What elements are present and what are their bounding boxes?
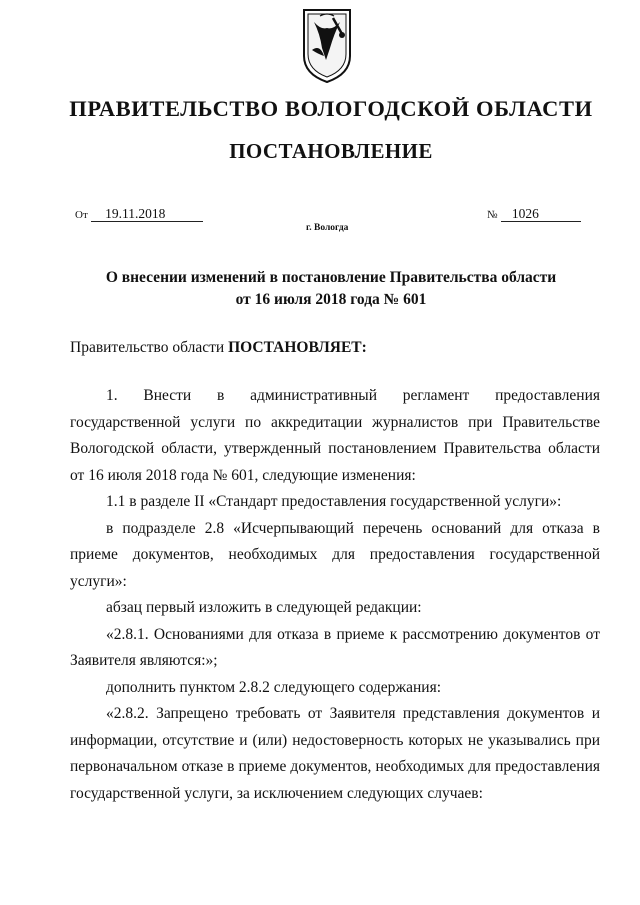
- paragraph: «2.8.2. Запрещено требовать от Заявителя представления документов и информации, отсутствие и (или) недостоверность которых не указывались при первоначальном отказе в приеме документов, необходимых для предоставления государственной услуги, за исключением следующих случаев:: [70, 705, 600, 802]
- number-value: 1026: [501, 207, 581, 222]
- coat-of-arms-icon: [300, 4, 354, 86]
- paragraph: 1.1 в разделе II «Стандарт предоставления государственной услуги»:: [106, 493, 562, 510]
- paragraph: абзац первый изложить в следующей редакции:: [106, 599, 422, 616]
- document-type: ПОСТАНОВЛЕНИЕ: [229, 139, 433, 163]
- number-field: [487, 206, 581, 222]
- paragraph: 1. Внести в административный регламент предоставления государственной услуги по аккредитации журналистов при Правительстве Вологодской области, утвержденный постановлением Правительства области от 16 июля 2018 года № 601, следующие изменения:: [70, 387, 600, 484]
- paragraph: в подразделе 2.8 «Исчерпывающий перечень оснований для отказа в приеме документов, необходимых для предоставления государственной услуги»:: [70, 519, 600, 590]
- subject-line-1: О внесении изменений в постановление Правительства области: [105, 269, 557, 286]
- intro-prefix: Правительство области: [70, 339, 229, 356]
- subject-line-2: от 16 июля 2018 года № 601: [235, 291, 427, 308]
- resolution-intro: [70, 339, 367, 357]
- city-label: г. Вологда: [306, 223, 349, 233]
- date-field: [75, 206, 203, 222]
- document-subject: [0, 267, 640, 311]
- paragraph: дополнить пунктом 2.8.2 следующего содержания:: [106, 678, 441, 696]
- intro-verb: ПОСТАНОВЛЯЕТ:: [228, 339, 367, 356]
- paragraph: «2.8.1. Основаниями для отказа в приеме к рассмотрению документов от Заявителя являются:»;: [70, 625, 600, 669]
- number-label: №: [487, 209, 498, 221]
- date-label: От: [75, 209, 88, 221]
- organization-title: ПРАВИТЕЛЬСТВО ВОЛОГОДСКОЙ ОБЛАСТИ: [69, 96, 593, 121]
- document-body: [70, 383, 600, 807]
- date-value: 19.11.2018: [91, 207, 203, 222]
